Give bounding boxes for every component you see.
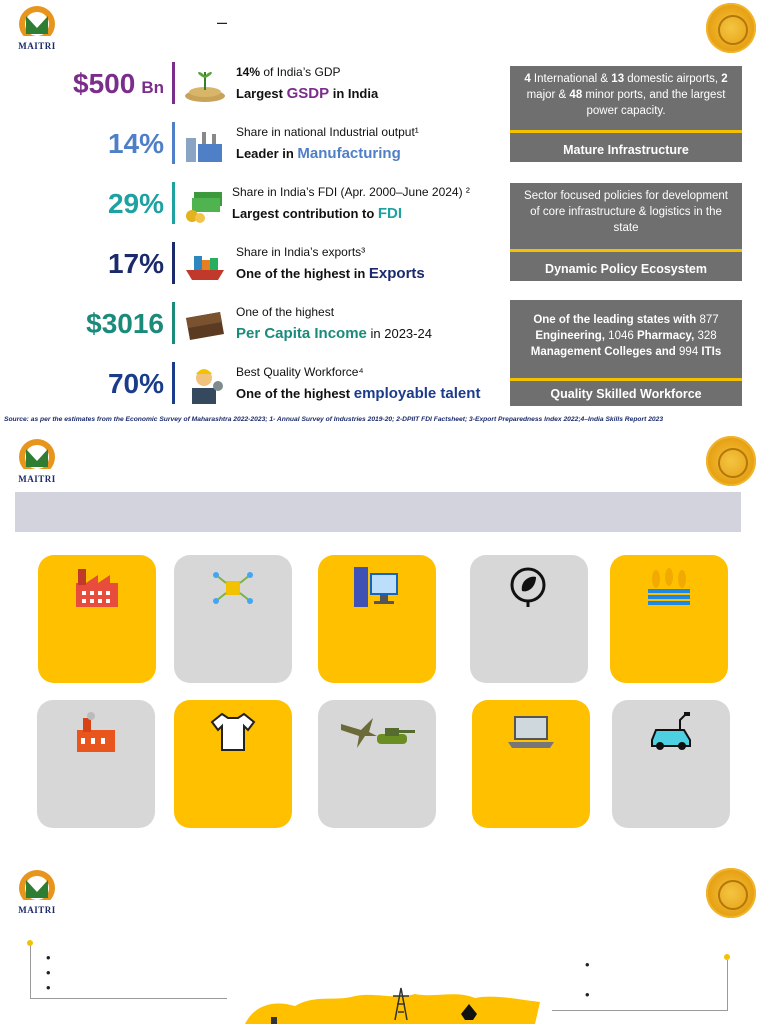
stat-divider xyxy=(172,302,175,344)
panel-number: 48 xyxy=(569,89,583,101)
right-bullets xyxy=(585,950,590,1010)
green-energy-plug-icon xyxy=(504,565,554,614)
panel-text: Sector focused policies for development of core infrastructure & logistics in the state xyxy=(524,190,728,234)
panel-text-part: International & xyxy=(530,73,612,85)
source-footnote: Source: as per the estimates from the Economic Survey of Maharashtra 2022-2023; 1- Annual Survey of Industries 2019-20; 2-DPIIT FDI Factsheet; 3-Export Preparedness Index 2022;4–India Skills Report 2023 xyxy=(4,416,664,423)
stat-line1-text: Share in India’s FDI (Apr. 2000–June 2024) ² xyxy=(232,185,470,199)
stat-line2-post: in 2023-24 xyxy=(366,326,432,341)
stat-value-number: 70% xyxy=(107,368,164,399)
stat-line1 xyxy=(236,125,419,139)
stat-highlight: Manufacturing xyxy=(297,145,401,162)
stat-value xyxy=(14,188,164,220)
panel-quality-workforce xyxy=(510,300,742,406)
maharashtra-map xyxy=(235,984,545,1024)
stat-line2-post: in India xyxy=(329,86,379,101)
factory-icon xyxy=(72,565,122,614)
panel-divider xyxy=(510,130,742,133)
stat-line1 xyxy=(236,365,364,379)
title-dash: – xyxy=(217,12,228,32)
sector-tile[interactable] xyxy=(470,555,588,683)
stat-line2 xyxy=(236,85,378,102)
stat-value xyxy=(14,248,164,280)
stat-divider xyxy=(172,362,175,404)
panel-title: Dynamic Policy Ecosystem xyxy=(545,262,707,276)
stat-divider xyxy=(172,242,175,284)
stat-value xyxy=(14,128,164,160)
stat-line1-text: of India’s GDP xyxy=(260,65,341,79)
stat-line2-pre: One of the highest xyxy=(236,386,354,401)
panel-text-part: minor ports, and the largest power capacity. xyxy=(582,89,726,117)
panel-title: Mature Infrastructure xyxy=(563,143,689,157)
maitri-logo xyxy=(12,868,62,914)
panel-text xyxy=(510,66,742,119)
sector-tile[interactable] xyxy=(174,700,292,828)
panel-text-part: 994 xyxy=(679,346,699,358)
stat-line2 xyxy=(232,205,402,222)
electric-car-icon xyxy=(646,710,696,759)
panel-number: Pharmacy, xyxy=(633,330,698,342)
building-icon xyxy=(271,1017,277,1024)
stat-line2-pre: One of the highest in xyxy=(236,266,369,281)
stat-highlight: FDI xyxy=(377,205,403,222)
stat-divider xyxy=(172,122,175,164)
panel-number: ITIs xyxy=(698,346,722,358)
cargo-ship-icon xyxy=(182,244,228,284)
stat-line2-pre: Leader in xyxy=(236,146,298,161)
state-seal-logo xyxy=(706,3,756,53)
maitri-logo xyxy=(12,4,62,50)
stat-line2-pre: Largest contribution to xyxy=(232,206,378,221)
panel-number: Management Colleges and xyxy=(530,346,680,358)
timeline-right xyxy=(552,960,728,1011)
stat-line2 xyxy=(236,265,425,282)
bullet: • xyxy=(46,965,51,980)
stat-line1 xyxy=(236,305,334,319)
state-seal-logo xyxy=(706,436,756,486)
sector-tile[interactable] xyxy=(612,700,730,828)
maitri-logo-text: MAITRI xyxy=(18,474,56,484)
stat-highlight: GSDP xyxy=(286,85,330,102)
bullet: • xyxy=(46,980,51,995)
worker-icon xyxy=(182,364,228,404)
stat-value-number: $500 xyxy=(73,68,136,99)
stat-line1-text: Share in India’s exports³ xyxy=(236,245,366,259)
stat-highlight: employable talent xyxy=(353,385,481,402)
stat-line2 xyxy=(236,385,480,402)
stat-line1 xyxy=(232,185,470,199)
sector-tile[interactable] xyxy=(37,700,155,828)
left-bullets xyxy=(46,950,51,995)
sector-tile[interactable] xyxy=(318,700,436,828)
wallet-icon xyxy=(182,304,228,344)
stat-line1 xyxy=(236,65,341,79)
bullet: • xyxy=(585,957,590,972)
maitri-logo xyxy=(12,437,62,483)
desktop-computer-icon xyxy=(352,565,402,614)
panel-mature-infrastructure xyxy=(510,66,742,162)
panel-number: One of the leading states with xyxy=(533,314,700,326)
timeline-left xyxy=(30,946,227,999)
stat-line1-text: Best Quality Workforce⁴ xyxy=(236,365,364,379)
factory-icon xyxy=(182,124,228,164)
tshirt-icon xyxy=(208,710,258,759)
money-stack-icon xyxy=(182,184,228,224)
panel-dynamic-policy xyxy=(510,183,742,281)
maitri-logo-text: MAITRI xyxy=(18,905,56,915)
panel-number: 4 xyxy=(524,73,531,85)
stat-line2 xyxy=(236,325,432,342)
stat-line2-pre: Largest xyxy=(236,86,287,101)
stat-value-number: 29% xyxy=(107,188,164,219)
stat-divider xyxy=(172,62,175,104)
stat-value-number: $3016 xyxy=(86,308,164,339)
stat-value xyxy=(14,68,164,100)
panel-text xyxy=(510,300,742,360)
panel-text-part: domestic airports, xyxy=(624,73,722,85)
sector-tile[interactable] xyxy=(610,555,728,683)
industrial-plant-icon xyxy=(71,710,121,759)
stat-divider xyxy=(172,182,175,224)
bullet: • xyxy=(585,987,590,1002)
panel-number: 2 xyxy=(721,73,728,85)
panel-divider xyxy=(510,249,742,252)
bullet: • xyxy=(46,950,51,965)
defence-jet-tank-icon xyxy=(337,710,417,759)
section-title-bar xyxy=(15,492,741,532)
stat-value-number: 14% xyxy=(107,128,164,159)
plant-coins-icon xyxy=(182,64,228,104)
stat-line1-text: One of the highest xyxy=(236,305,335,319)
stat-line1 xyxy=(236,245,365,259)
sector-tile[interactable] xyxy=(174,555,292,683)
state-seal-logo xyxy=(706,868,756,918)
panel-text-part: 877 xyxy=(699,314,719,326)
panel-divider xyxy=(510,378,742,381)
panel-number: Engineering, xyxy=(535,330,609,342)
laptop-icon xyxy=(506,710,556,759)
stat-line2 xyxy=(236,145,401,162)
stat-highlight: Exports xyxy=(368,265,425,282)
panel-text-part: 328 xyxy=(697,330,717,342)
stat-line1-bold: 14% xyxy=(236,65,261,79)
panel-title: Quality Skilled Workforce xyxy=(550,387,702,401)
sector-tile[interactable] xyxy=(472,700,590,828)
stat-highlight: Per Capita Income xyxy=(236,325,367,342)
sector-tile[interactable] xyxy=(38,555,156,683)
agro-wheat-water-icon xyxy=(644,565,694,614)
stat-value xyxy=(14,368,164,400)
sector-tile[interactable] xyxy=(318,555,436,683)
stat-line1-text: Share in national Industrial output¹ xyxy=(236,125,419,139)
circuit-chip-icon xyxy=(208,565,258,614)
stat-value-unit: Bn xyxy=(141,78,164,97)
maitri-logo-text: MAITRI xyxy=(18,41,56,51)
stat-value xyxy=(14,308,164,340)
panel-text-part: 1046 xyxy=(608,330,634,342)
panel-number: 13 xyxy=(611,73,625,85)
stat-value-number: 17% xyxy=(107,248,164,279)
panel-text-part: major & xyxy=(526,89,570,101)
